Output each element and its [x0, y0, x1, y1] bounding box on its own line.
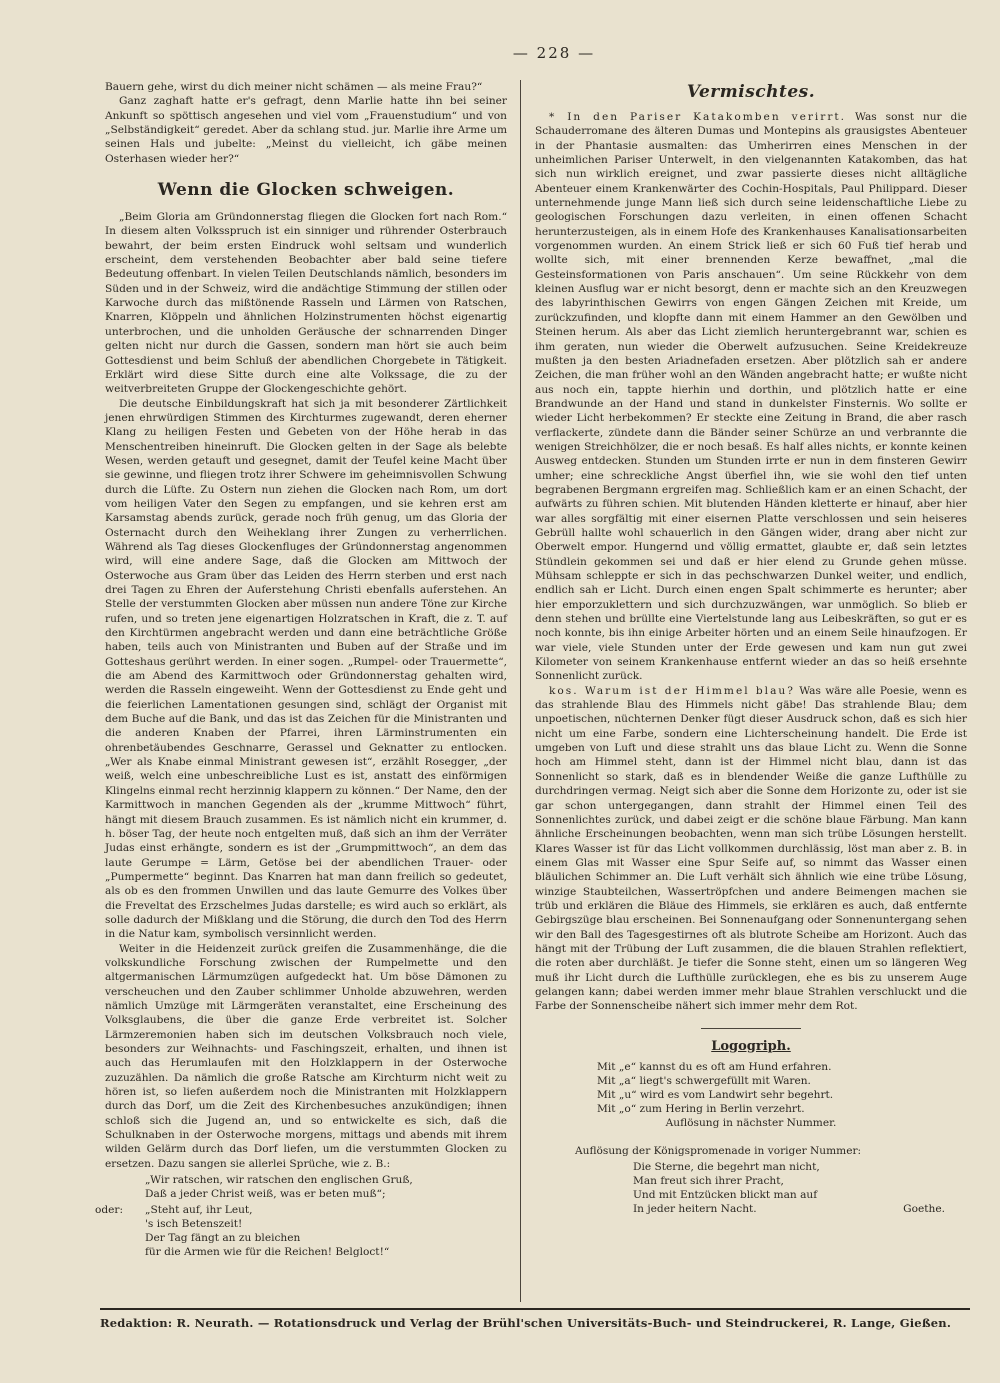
verse-line: Daß a jeder Christ weiß, was er beten muß“; [145, 1188, 386, 1201]
glocken-paragraph-1: „Beim Gloria am Gründonnerstag fliegen die Glocken fort nach Rom.“ In diesem alten Volksspruch ist ein sinniger und rührender Osterbrauch bewahrt, der beim ersten Eindruck wohl seltsam und wunderlich erscheint, dem verstehenden Beobachter aber bald seine tiefere Bedeutung offenbart. In vielen Teilen Deutschlands nämlich, besonders im Süden und in der Schweiz, wird die andächtige Stimmung der stillen oder Karwoche durch das mißtönende Rasseln und Lärmen von Ratschen, Knarren, Klöppeln und ähnlichen Holzinstrumenten höchst eigenartig unterbrochen, und die unholden Geräusche der schnarrenden Dinger gelten nicht nur durch die Gassen, sondern man hört sie auch beim Gottesdienst und beim Schluß der abendlichen Chorgebete in Tätigkeit. Erklärt wird diese Sitte durch eine alte Volkssage, die zu der weitverbreiteten Gruppe der Glockengeschichte gehört. [105, 211, 507, 396]
solution-line: Die Sterne, die begehrt man nicht, [633, 1160, 820, 1173]
article-body: Was wäre alle Poesie, wenn es das strahlende Blau des Himmels nicht gäbe! Das strahlende Blau; dem unpoetischen, nüchternen Denker fügt dieser Ausdruck schon, daß es sich hier nicht um eine Farbe, sondern eine Lichterscheinung handelt. Die Erde ist umgeben von Luft und diese strahlt uns das blaue Licht zu. Wenn die Sonne hoch am Himmel steht, dann ist der Himmel nicht blau, dann ist das Sonnenlicht so stark, daß es in blendender Weiße die ganze Lufthülle zu durchdringen vermag. Neigt sich aber die Sonne dem Horizonte zu, oder ist sie gar schon untergegangen, dann strahlt der Himmel einen Teil des Sonnenlichtes zurück, und dabei zeigt er die schöne blaue Färbung. Man kann ähnliche Erscheinungen beobachten, wenn man sich trübe Lösungen herstellt. Klares Wasser ist für das Licht vollkommen durchlässig, löst man aber z. B. in einem Glas mit Wasser eine Spur Seife auf, so nimmt das Wasser einen bläulichen Schimmer an. Die Luft verhält sich ähnlich wie eine trübe Lösung, winzige Staubteilchen, Wassertröpfchen und andere Beimengen machen sie trüb und erklären die Bläue des Himmels, sie erklären es auch, daß entfernte Gebirgszüge blau erscheinen. Bei Sonnenaufgang oder Sonnenuntergang sehen wir den Ball des Tagesgestirnes oft als blutrote Scheibe am Horizont. Auch das hängt mit der Trübung der Luft zusammen, die die blauen Strahlen reflektiert, die roten aber durchläßt. Je tiefer die Sonne steht, einen um so längeren Weg muß ihr Licht durch die Lufthülle zurücklegen, ehe es bis zu unserem Auge gelangen kann; dabei werden immer mehr blaue Strahlen verschluckt und die Farbe der Sonnenscheibe nähert sich immer mehr dem Rot. [535, 684, 967, 1013]
solution-line: Und mit Entzücken blickt man auf [633, 1188, 818, 1201]
article-katakomben [535, 110, 967, 684]
verse-1 [145, 1173, 507, 1201]
logogriph-line: Mit „u“ wird es vom Landwirt sehr begehrt. [597, 1088, 834, 1101]
logogriph-line: Mit „o“ zum Hering in Berlin verzehrt. [597, 1102, 805, 1115]
verse-line: „Steht auf, ihr Leut, [145, 1204, 253, 1217]
story-ending-line: Bauern gehe, wirst du dich meiner nicht schämen — als meine Frau?“ [105, 81, 483, 93]
article-lead: kos. Warum ist der Himmel blau? [549, 684, 795, 697]
section-separator [701, 1028, 801, 1029]
section-title-vermischtes: Vermischtes. [686, 82, 816, 102]
logogriph-lines [597, 1060, 967, 1130]
logogriph-answer-note: Auflösung in nächster Nummer. [665, 1116, 837, 1129]
verse-line: Der Tag fängt an zu bleichen [145, 1232, 301, 1245]
right-column [535, 80, 967, 1302]
solution-author: Goethe. [903, 1202, 945, 1215]
left-column [95, 80, 507, 1302]
verse-line: 's isch Betenszeit! [145, 1218, 243, 1231]
solution-line: Man freut sich ihrer Pracht, [633, 1174, 784, 1187]
logogriph-line: Mit „e“ kannst du es oft am Hund erfahren. [597, 1060, 832, 1073]
page-number: — 228 — [512, 44, 596, 62]
logogriph-line: Mit „a“ liegt's schwergefüllt mit Waren. [597, 1074, 811, 1087]
article-body: Was sonst nur die Schauderromane des älteren Dumas und Montepins als grausigstes Abenteuer in der Phantasie ausmalten: das Umherirren eines Menschen in der unheimlichen Pariser Unterwelt, in den vielgenannten Katakomben, das hat sich nun wirklich ereignet, und zwar passierte dieses nicht alltägliche Abenteuer einem Krankenwärter des Cochin-Hospitals, Paul Philippard. Dieser unternehmende junge Mann ließ sich durch seine leidenschaftliche Liebe zu geologischen Forschungen dazu verleiten, in einen offenen Schacht herunterzusteigen, als in einem Hofe des Krankenhauses Kanalisationsarbeiten vorgenommen wurden. An einem Strick ließ er sich 60 Fuß tief herab und wollte sich, mit einer brennenden Kerze bewaffnet, „mal die Gesteinsformationen von Paris anschauen“. Um seine Rückkehr von dem kleinen Ausflug war er nicht besorgt, denn er machte sich an den Kreuzwegen des labyrinthischen Gewirrs von engen Gängen Zeichen mit Kreide, um zurückzufinden, und klopfte dann mit einem Hammer an den Gewölben und Steinen herum. Als aber das Licht ziemlich heruntergebrannt war, schien es ihm geraten, nun wieder die Oberwelt aufzusuchen. Seine Kreidekreuze mußten ja den besten Ariadnefaden ersetzen. Aber plötzlich sah er andere Zeichen, die man früher wohl an den Wänden angebracht hatte; er wußte nicht aus noch ein, tappte hierhin und dorthin, und plötzlich hatte er eine Brandwunde an der Hand und stand in dunkelster Finsternis. Wo sollte er wieder Licht herbekommen? Er steckte eine Zeitung in Brand, die aber rasch verflackerte, zündete dann die Bänder seiner Schürze an und verbrannte die wenigen Streichhölzer, die er noch besaß. Es half alles nichts, er konnte keinen Ausweg entdecken. Stunden um Stunden irrte er nun in dem finsteren Gewirr umher; eine schreckliche Angst überfiel ihn, wie sie wohl den tief unten begrabenen Bergmann ergreifen mag. Schließlich kam er an einen Schacht, der aufwärts zu führen schien. Mit blutenden Händen kletterte er hinauf, aber hier war alles sorgfältig mit einer eisernen Platte verschlossen und sein heiseres Gebrüll hallte wohl schauerlich in den Gängen wider, drang aber nicht zur Oberwelt empor. Hungernd und völlig ermattet, glaubte er, daß sein letztes Stündlein gekommen sei und daß er hier elend zu Grunde gehen müsse. Mühsam schleppte er sich in das pechschwarzen Dunkel weiter, und endlich, endlich sah er Licht. Durch einen engen Spalt schimmerte es herunter; aber hier emporzuklettern und sich durchzuzwängen, war unmöglich. So blieb er denn stehen und brüllte eine Viertelstunde lang aus Leibeskräften, so gut er es noch konnte, bis ihn einige Arbeiter hörten und an einem Seile hinaufzogen. Er war viele, viele Stunden unter der Erde gewesen und kam nun gut zwei Kilometer von seinem Krankenhause entfernt wieder an das so heiß ersehnte Sonnenlicht zurück. [535, 111, 968, 683]
glocken-paragraph-2: Die deutsche Einbildungskraft hat sich ja mit besonderer Zärtlichkeit jenen ehrwürdigen Stimmen des Kirchturmes zugewandt, deren eherner Klang zu heiligen Festen und Gebeten von der Höhe herab in das Menschentreiben hineinruft. Die Glocken gelten in der Sage als belebte Wesen, werden getauft und gesegnet, damit der Teufel keine Macht über sie gewinne, und fliegen trotz ihrer Schwere im geheimnisvollen Schwung durch die Lüfte. Zu Ostern nun ziehen die Glocken nach Rom, um dort vom heiligen Vater den Segen zu empfangen, und sie kehren erst am Karsamstag abends zurück, gerade noch früh genug, um das Gloria der Osternacht durch den Weiheklang ihrer Zungen zu verherrlichen. Während als Tag dieses Glockenfluges der Gründonnerstag angenommen wird, will eine andere Sage, daß die Glocken am Mittwoch der Osterwoche aus Gram über das Leiden des Herrn sterben und erst nach drei Tagen zu Ehren der Auferstehung Christi ebenfalls auferstehen. An Stelle der verstummten Glocken aber müssen nun andere Töne zur Kirche rufen, und so treten jene eigenartigen Holzratschen in Kraft, die z. T. auf den Kirchtürmen angebracht werden und dann eine beträchtliche Größe haben, teils auch von Ministranten und Buben auf der Straße und im Gotteshaus gerührt werden. In einer sogen. „Rumpel- oder Trauermette“, die am Abend des Karmittwoch oder Gründonnerstag gehalten wird, werden die Rasseln eingeweiht. Wenn der Gottesdienst zu Ende geht und die feierlichen Lamentationen gesungen sind, schlägt der Organist mit dem Buche auf die Bank, und das ist das Zeichen für die Ministranten und die anderen Knaben der Pfarrei, ihren Lärminstrumenten ein ohrenbetäubendes Geschnarre, Gerassel und Geknatter zu entlocken. „Wer als Knabe einmal Ministrant gewesen ist“, erzählt Rosegger, „der weiß, welch eine unbeschreibliche Lust es ist, anstatt des einförmigen Klingelns einmal recht herzinnig klappern zu können.“ Der Name, den der Karmittwoch in manchen Gegenden als der „krumme Mittwoch“ führt, hängt mit diesem Brauch zusammen. Es ist nämlich nicht ein krummer, d. h. böser Tag, der heute noch entgelten muß, daß sich an ihm der Verräter Judas einst erhängte, sondern es ist der „Grumpmittwoch“, an dem das laute Gerumpe = Lärm, Getöse bei der abendlichen Trauer- oder „Pumpermette“ beginnt. Das Knarren hat man dann freilich so gedeutet, als ob es den frommen Unwillen und das laute Gemurre des Volkes über die Freveltat des Erzschelmes Judas darstelle; es wird auch so erklärt, als solle dadurch der Mißklang und die Störung, die durch den Tod des Herrn in die Natur kam, symbolisch versinnlicht werden. [105, 397, 507, 941]
story-ending-paragraph: Ganz zaghaft hatte er's gefragt, denn Marlie hatte ihn bei seiner Ankunft so spöttisch angesehen und viel vom „Frauenstudium“ und von „Selbständigkeit“ geredet. Aber da schlang stud. jur. Marlie ihre Arme um seinen Hals und jubelte: „Meinst du vielleicht, ich gäbe meinen Osterhasen wieder her?“ [105, 95, 507, 165]
article-himmel-blau [535, 684, 967, 1014]
article-lead: * In den Pariser Katakomben verirrt. [549, 111, 847, 123]
imprint-footer: Redaktion: R. Neurath. — Rotationsdruck und Verlag der Brühl'schen Universitäts-Buch- und Steindruckerei, R. Lange, Gießen. [100, 1316, 952, 1330]
verse-line: für die Armen wie für die Reichen! Belgloct!“ [145, 1246, 390, 1259]
footer-rule [100, 1308, 970, 1310]
solution-poem [633, 1160, 967, 1216]
article-title-glocken: Wenn die Glocken schweigen. [157, 180, 455, 201]
glocken-paragraph-3: Weiter in die Heidenzeit zurück greifen die Zusammenhänge, die die volkskundliche Forschung zwischen der Rumpelmette und den altgermanischen Lärmumzügen aufgedeckt hat. Um böse Dämonen zu verscheuchen und den Zauber schlimmer Unholde abzuwehren, werden nämlich Umzüge mit Lärmgeräten veranstaltet, eine Erscheinung des Volksglaubens, die über die ganze Erde verbreitet ist. Solcher Lärmzeremonien haben sich im deutschen Volksbrauch noch viele, besonders zur Weihnachts- und Faschingszeit, erhalten, und ihnen ist auch das Herumlaufen mit den Holzklappern in der Osterwoche zuzuzählen. Da nämlich die große Ratsche am Kirchturm nicht weit zu hören ist, so liefen außerdem noch die Ministranten mit Holzklappern durch das Dorf, um die Zeit des Kirchenbesuches anzukündigen; ihnen schloß sich die Jugend an, und so entwickelte es sich, daß die Schulknaben in der Osterwoche morgens, mittags und abends mit ihrem wilden Gelärm durch das Dorf liefen, um die verstummten Glocken zu ersetzen. Dazu sangen sie allerlei Sprüche, wie z. B.: [105, 942, 507, 1170]
logogriph-title: Logogriph. [711, 1038, 791, 1054]
column-divider [520, 80, 521, 1302]
verse-line: „Wir ratschen, wir ratschen den englischen Gruß, [145, 1174, 413, 1187]
solution-line: In jeder heitern Nacht. [633, 1202, 757, 1215]
verse-2 [95, 1203, 507, 1259]
solution-heading: Auflösung der Königspromenade in voriger Nummer: [575, 1144, 862, 1157]
oder-label: oder: [95, 1204, 124, 1217]
